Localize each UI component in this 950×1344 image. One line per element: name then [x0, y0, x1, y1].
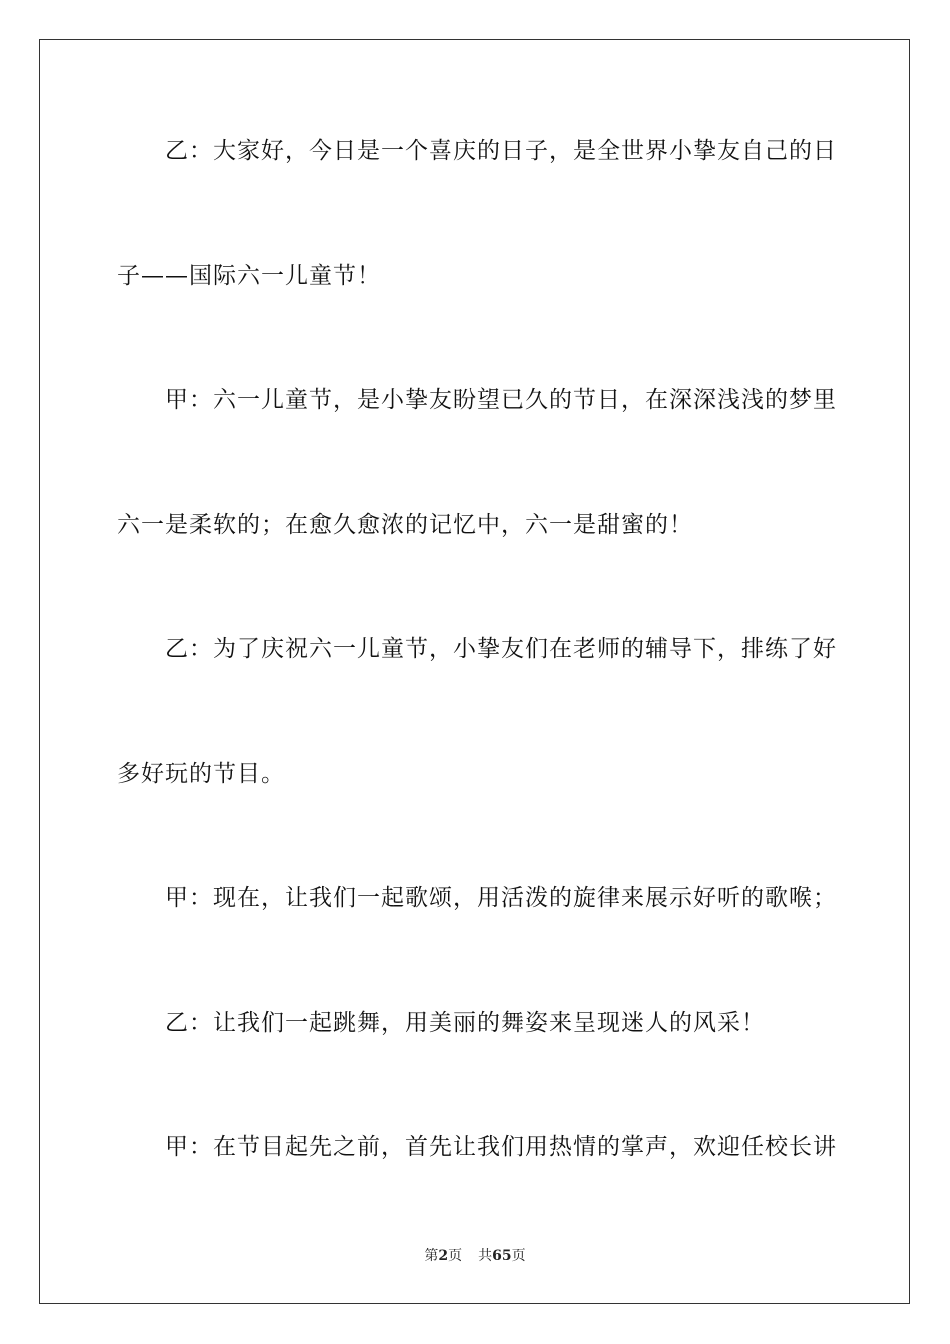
paragraph-line-5: 乙：为了庆祝六一儿童节，小挚友们在老师的辅导下，排练了好 — [165, 636, 837, 662]
paragraph-line-3: 甲：六一儿童节，是小挚友盼望已久的节日，在深深浅浅的梦里 — [165, 387, 837, 413]
paragraph-line-9: 甲：在节目起先之前，首先让我们用热情的掌声，欢迎任校长讲 — [165, 1134, 837, 1160]
footer-page-suffix: 页 — [448, 1248, 463, 1264]
paragraph-line-4: 六一是柔软的；在愈久愈浓的记忆中，六一是甜蜜的！ — [117, 512, 693, 538]
footer-page-prefix: 第 — [424, 1248, 439, 1264]
page-footer — [0, 1246, 950, 1266]
footer-total-suffix: 页 — [511, 1248, 526, 1264]
paragraph-line-8: 乙：让我们一起跳舞，用美丽的舞姿来呈现迷人的风采！ — [165, 1010, 765, 1036]
page-border — [39, 39, 910, 1304]
paragraph-line-2: 子——国际六一儿童节！ — [117, 263, 381, 289]
footer-page-number: 2 — [438, 1248, 449, 1264]
paragraph-line-7: 甲：现在，让我们一起歌颂，用活泼的旋律来展示好听的歌喉； — [165, 885, 837, 911]
footer-total-pages: 65 — [492, 1248, 512, 1264]
footer-total-prefix: 共 — [478, 1248, 493, 1264]
paragraph-line-6: 多好玩的节目。 — [117, 761, 285, 787]
paragraph-line-1: 乙：大家好，今日是一个喜庆的日子，是全世界小挚友自己的日 — [165, 138, 837, 164]
